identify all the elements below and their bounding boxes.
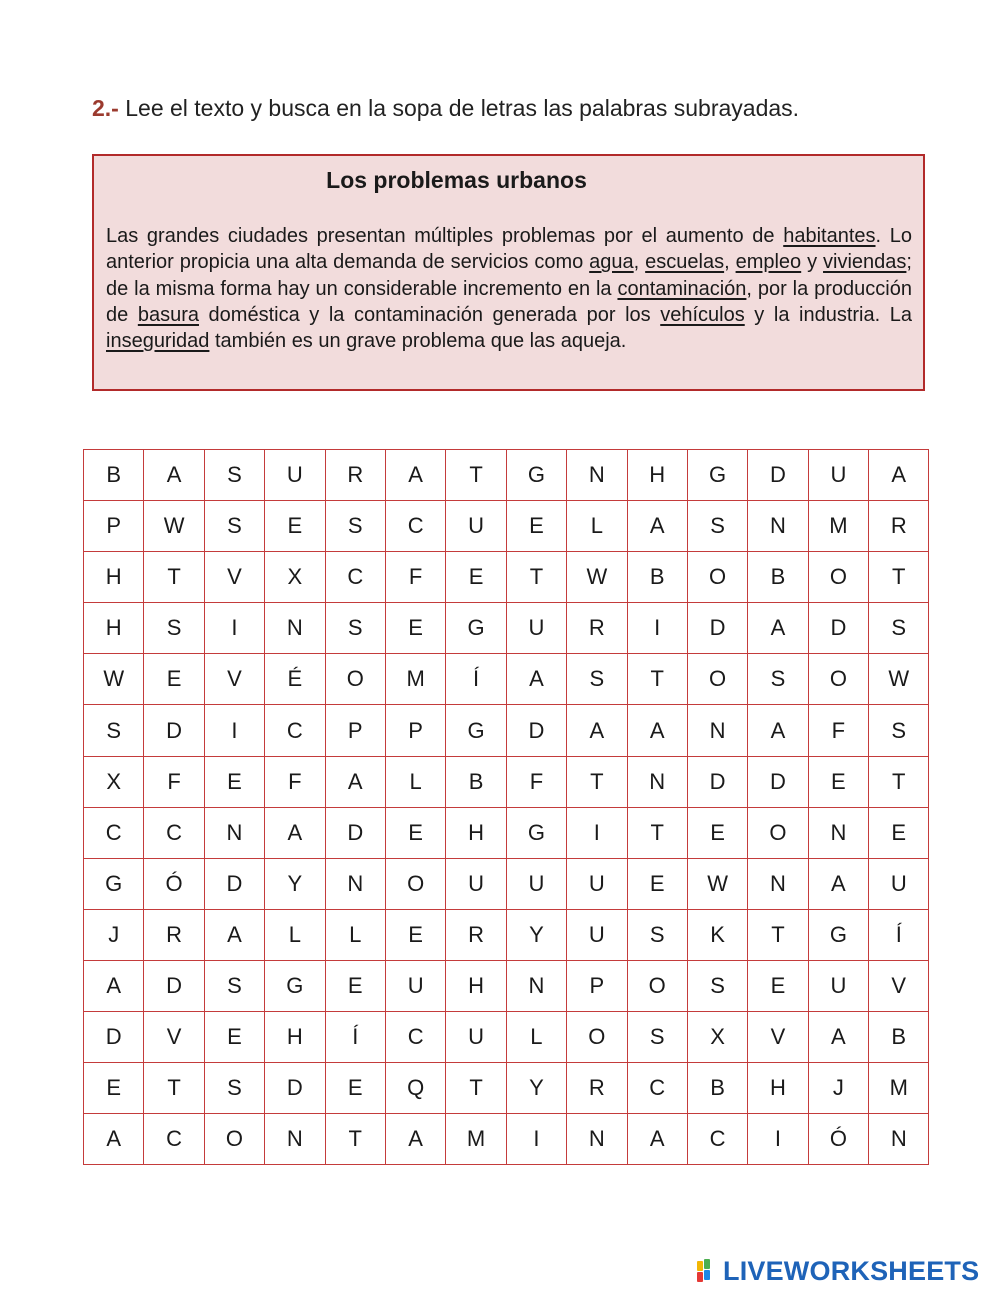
grid-row: [84, 501, 929, 552]
grid-letter-cell[interactable]: T: [567, 756, 627, 807]
grid-letter-cell[interactable]: B: [687, 1063, 747, 1114]
grid-letter-cell[interactable]: G: [687, 450, 747, 501]
grid-row: [84, 654, 929, 705]
grid-letter-cell[interactable]: G: [446, 705, 506, 756]
paragraph-text: Las grandes ciudades presentan múltiples problemas por el aumento de: [106, 225, 784, 247]
grid-letter-cell[interactable]: B: [446, 756, 506, 807]
grid-letter-cell[interactable]: G: [808, 909, 868, 960]
grid-letter-cell[interactable]: A: [265, 807, 325, 858]
grid-letter-cell[interactable]: D: [748, 756, 808, 807]
instruction: [92, 92, 952, 124]
grid-letter-cell[interactable]: F: [144, 756, 204, 807]
grid-letter-cell[interactable]: E: [385, 603, 445, 654]
paragraph-text: ,: [633, 251, 646, 274]
paragraph-text: . Lo anterior propicia una alta demanda de servicios como: [106, 225, 913, 274]
grid-row: [84, 909, 929, 960]
grid-letter-cell[interactable]: Y: [506, 1063, 566, 1114]
grid-letter-cell[interactable]: H: [265, 1012, 325, 1063]
grid-letter-cell[interactable]: Í: [325, 1012, 385, 1063]
grid-letter-cell[interactable]: I: [506, 1114, 566, 1165]
grid-letter-cell[interactable]: C: [325, 552, 385, 603]
grid-letter-cell[interactable]: C: [385, 1012, 445, 1063]
grid-letter-cell[interactable]: V: [204, 552, 264, 603]
grid-letter-cell[interactable]: A: [808, 858, 868, 909]
grid-letter-cell[interactable]: T: [144, 1063, 204, 1114]
grid-row: [84, 552, 929, 603]
grid-letter-cell[interactable]: H: [446, 807, 506, 858]
grid-letter-cell[interactable]: E: [869, 807, 929, 858]
grid-letter-cell[interactable]: U: [869, 858, 929, 909]
reading-paragraph: [106, 223, 912, 354]
grid-letter-cell[interactable]: B: [84, 450, 144, 501]
grid-letter-cell[interactable]: S: [748, 654, 808, 705]
grid-letter-cell[interactable]: C: [385, 501, 445, 552]
grid-row: [84, 1063, 929, 1114]
grid-letter-cell[interactable]: E: [325, 960, 385, 1011]
grid-letter-cell[interactable]: W: [567, 552, 627, 603]
grid-letter-cell[interactable]: A: [869, 450, 929, 501]
grid-letter-cell[interactable]: M: [808, 501, 868, 552]
grid-letter-cell[interactable]: N: [265, 1114, 325, 1165]
grid-letter-cell[interactable]: A: [144, 450, 204, 501]
grid-letter-cell[interactable]: N: [687, 705, 747, 756]
grid-letter-cell[interactable]: N: [869, 1114, 929, 1165]
grid-letter-cell[interactable]: V: [204, 654, 264, 705]
grid-letter-cell[interactable]: E: [204, 1012, 264, 1063]
grid-letter-cell[interactable]: H: [84, 603, 144, 654]
grid-letter-cell[interactable]: T: [144, 552, 204, 603]
grid-letter-cell[interactable]: S: [687, 501, 747, 552]
paragraph-text: también es un grave problema que las aqueja.: [209, 330, 627, 353]
paragraph-text: y: [801, 251, 824, 274]
grid-letter-cell[interactable]: O: [204, 1114, 264, 1165]
grid-letter-cell[interactable]: U: [265, 450, 325, 501]
grid-letter-cell[interactable]: U: [808, 960, 868, 1011]
underlined-keyword: contaminación: [617, 277, 747, 300]
grid-letter-cell[interactable]: D: [84, 1012, 144, 1063]
grid-letter-cell[interactable]: P: [84, 501, 144, 552]
grid-letter-cell[interactable]: G: [84, 858, 144, 909]
grid-letter-cell[interactable]: D: [687, 756, 747, 807]
grid-letter-cell[interactable]: E: [144, 654, 204, 705]
grid-letter-cell[interactable]: E: [627, 858, 687, 909]
grid-letter-cell[interactable]: U: [446, 1012, 506, 1063]
grid-letter-cell[interactable]: S: [204, 450, 264, 501]
grid-row: [84, 1012, 929, 1063]
grid-letter-cell[interactable]: N: [748, 501, 808, 552]
grid-letter-cell[interactable]: Ó: [144, 858, 204, 909]
grid-letter-cell[interactable]: D: [144, 705, 204, 756]
grid-letter-cell[interactable]: O: [808, 552, 868, 603]
grid-letter-cell[interactable]: E: [506, 501, 566, 552]
grid-letter-cell[interactable]: S: [204, 501, 264, 552]
grid-letter-cell[interactable]: A: [385, 450, 445, 501]
grid-letter-cell[interactable]: K: [687, 909, 747, 960]
grid-letter-cell[interactable]: I: [204, 603, 264, 654]
grid-letter-cell[interactable]: L: [506, 1012, 566, 1063]
grid-letter-cell[interactable]: I: [567, 807, 627, 858]
grid-letter-cell[interactable]: N: [506, 960, 566, 1011]
grid-letter-cell[interactable]: V: [144, 1012, 204, 1063]
grid-letter-cell[interactable]: O: [687, 654, 747, 705]
grid-letter-cell[interactable]: N: [204, 807, 264, 858]
grid-letter-cell[interactable]: U: [808, 450, 868, 501]
grid-letter-cell[interactable]: E: [325, 1063, 385, 1114]
grid-letter-cell[interactable]: G: [506, 807, 566, 858]
grid-letter-cell[interactable]: R: [325, 450, 385, 501]
grid-letter-cell[interactable]: O: [385, 858, 445, 909]
grid-letter-cell[interactable]: S: [204, 960, 264, 1011]
grid-letter-cell[interactable]: D: [265, 1063, 325, 1114]
grid-letter-cell[interactable]: G: [506, 450, 566, 501]
grid-letter-cell[interactable]: T: [869, 756, 929, 807]
grid-letter-cell[interactable]: D: [748, 450, 808, 501]
grid-letter-cell[interactable]: P: [325, 705, 385, 756]
grid-letter-cell[interactable]: M: [869, 1063, 929, 1114]
grid-letter-cell[interactable]: N: [567, 450, 627, 501]
grid-letter-cell[interactable]: W: [84, 654, 144, 705]
grid-letter-cell[interactable]: E: [687, 807, 747, 858]
grid-letter-cell[interactable]: Í: [446, 654, 506, 705]
grid-letter-cell[interactable]: F: [808, 705, 868, 756]
grid-letter-cell[interactable]: S: [144, 603, 204, 654]
grid-letter-cell[interactable]: S: [325, 501, 385, 552]
paragraph-text: ,: [724, 251, 736, 274]
grid-row: [84, 705, 929, 756]
grid-letter-cell[interactable]: E: [748, 960, 808, 1011]
grid-letter-cell[interactable]: V: [748, 1012, 808, 1063]
paragraph-text: ; de la misma forma hay un considerable incremento en la: [106, 251, 912, 300]
grid-letter-cell[interactable]: H: [627, 450, 687, 501]
underlined-keyword: inseguridad: [106, 330, 210, 353]
reading-title: Los problemas urbanos: [326, 167, 587, 193]
grid-letter-cell[interactable]: N: [325, 858, 385, 909]
grid-letter-cell[interactable]: S: [567, 654, 627, 705]
underlined-keyword: vehículos: [660, 303, 745, 326]
grid-letter-cell[interactable]: M: [385, 654, 445, 705]
grid-row: [84, 1114, 929, 1165]
grid-letter-cell[interactable]: U: [446, 501, 506, 552]
grid-letter-cell[interactable]: V: [869, 960, 929, 1011]
grid-letter-cell[interactable]: R: [144, 909, 204, 960]
grid-letter-cell[interactable]: T: [506, 552, 566, 603]
grid-row: [84, 603, 929, 654]
grid-letter-cell[interactable]: L: [385, 756, 445, 807]
grid-letter-cell[interactable]: R: [446, 909, 506, 960]
grid-letter-cell[interactable]: F: [385, 552, 445, 603]
paragraph-text: y la industria. La: [744, 303, 912, 326]
grid-letter-cell[interactable]: A: [627, 1114, 687, 1165]
grid-letter-cell[interactable]: N: [265, 603, 325, 654]
grid-row: [84, 756, 929, 807]
grid-letter-cell[interactable]: D: [325, 807, 385, 858]
grid-letter-cell[interactable]: X: [265, 552, 325, 603]
grid-letter-cell[interactable]: P: [385, 705, 445, 756]
grid-letter-cell[interactable]: G: [265, 960, 325, 1011]
grid-letter-cell[interactable]: A: [748, 603, 808, 654]
grid-letter-cell[interactable]: X: [687, 1012, 747, 1063]
grid-letter-cell[interactable]: C: [265, 705, 325, 756]
grid-letter-cell[interactable]: W: [687, 858, 747, 909]
liveworksheets-brand: LIVEWORKSHEETS: [723, 1255, 980, 1286]
grid-letter-cell[interactable]: Q: [385, 1063, 445, 1114]
grid-letter-cell[interactable]: A: [84, 1114, 144, 1165]
grid-letter-cell[interactable]: N: [567, 1114, 627, 1165]
grid-letter-cell[interactable]: A: [204, 909, 264, 960]
underlined-keyword: empleo: [735, 251, 802, 274]
grid-letter-cell[interactable]: H: [446, 960, 506, 1011]
grid-letter-cell[interactable]: G: [446, 603, 506, 654]
grid-letter-cell[interactable]: Y: [265, 858, 325, 909]
grid-letter-cell[interactable]: B: [869, 1012, 929, 1063]
grid-letter-cell[interactable]: E: [385, 807, 445, 858]
liveworksheets-logo: [697, 1254, 979, 1288]
grid-letter-cell[interactable]: S: [687, 960, 747, 1011]
grid-letter-cell[interactable]: C: [144, 1114, 204, 1165]
grid-letter-cell[interactable]: W: [869, 654, 929, 705]
grid-letter-cell[interactable]: A: [506, 654, 566, 705]
grid-letter-cell[interactable]: D: [204, 858, 264, 909]
grid-letter-cell[interactable]: I: [204, 705, 264, 756]
grid-letter-cell[interactable]: E: [446, 552, 506, 603]
grid-letter-cell[interactable]: O: [808, 654, 868, 705]
liveworksheets-logo-icon: [697, 1259, 721, 1283]
grid-letter-cell[interactable]: T: [869, 552, 929, 603]
paragraph-text: doméstica y la contaminación generada por los: [198, 303, 661, 326]
grid-letter-cell[interactable]: U: [446, 858, 506, 909]
grid-letter-cell[interactable]: A: [325, 756, 385, 807]
grid-letter-cell[interactable]: Y: [506, 909, 566, 960]
grid-letter-cell[interactable]: O: [687, 552, 747, 603]
grid-letter-cell[interactable]: O: [325, 654, 385, 705]
grid-letter-cell[interactable]: T: [446, 450, 506, 501]
grid-letter-cell[interactable]: E: [265, 501, 325, 552]
grid-letter-cell[interactable]: U: [506, 858, 566, 909]
grid-letter-cell[interactable]: Í: [869, 909, 929, 960]
underlined-keyword: escuelas: [645, 251, 725, 274]
word-search-grid: [83, 449, 929, 1165]
grid-letter-cell[interactable]: A: [627, 501, 687, 552]
grid-letter-cell[interactable]: C: [687, 1114, 747, 1165]
grid-letter-cell[interactable]: M: [446, 1114, 506, 1165]
grid-letter-cell[interactable]: J: [84, 909, 144, 960]
grid-letter-cell[interactable]: É: [265, 654, 325, 705]
grid-letter-cell[interactable]: A: [808, 1012, 868, 1063]
underlined-keyword: agua: [589, 251, 634, 274]
grid-letter-cell[interactable]: F: [506, 756, 566, 807]
grid-letter-cell[interactable]: L: [265, 909, 325, 960]
grid-letter-cell[interactable]: E: [84, 1063, 144, 1114]
grid-letter-cell[interactable]: B: [748, 552, 808, 603]
grid-letter-cell[interactable]: I: [627, 603, 687, 654]
grid-letter-cell[interactable]: U: [506, 603, 566, 654]
grid-letter-cell[interactable]: P: [567, 960, 627, 1011]
grid-row: [84, 858, 929, 909]
grid-row: [84, 450, 929, 501]
grid-letter-cell[interactable]: D: [808, 603, 868, 654]
underlined-keyword: viviendas: [823, 251, 907, 274]
grid-letter-cell[interactable]: T: [748, 909, 808, 960]
grid-letter-cell[interactable]: W: [144, 501, 204, 552]
grid-letter-cell[interactable]: C: [144, 807, 204, 858]
grid-letter-cell[interactable]: S: [869, 705, 929, 756]
underlined-keyword: habitantes: [783, 225, 876, 247]
grid-letter-cell[interactable]: T: [325, 1114, 385, 1165]
grid-letter-cell[interactable]: J: [808, 1063, 868, 1114]
grid-letter-cell[interactable]: D: [506, 705, 566, 756]
grid-letter-cell[interactable]: N: [627, 756, 687, 807]
paragraph-text: , por la producción de: [106, 277, 912, 326]
grid-letter-cell[interactable]: S: [204, 1063, 264, 1114]
grid-row: [84, 960, 929, 1011]
grid-letter-cell[interactable]: A: [748, 705, 808, 756]
grid-letter-cell[interactable]: F: [265, 756, 325, 807]
grid-letter-cell[interactable]: A: [385, 1114, 445, 1165]
grid-letter-cell[interactable]: C: [627, 1063, 687, 1114]
instruction-text: Lee el texto y busca en la sopa de letras las palabras subrayadas.: [125, 95, 800, 121]
grid-letter-cell[interactable]: S: [627, 1012, 687, 1063]
grid-letter-cell[interactable]: H: [748, 1063, 808, 1114]
grid-letter-cell[interactable]: L: [567, 501, 627, 552]
grid-letter-cell[interactable]: S: [325, 603, 385, 654]
grid-letter-cell[interactable]: O: [748, 807, 808, 858]
grid-letter-cell[interactable]: R: [567, 1063, 627, 1114]
grid-letter-cell[interactable]: E: [808, 756, 868, 807]
grid-letter-cell[interactable]: Ó: [808, 1114, 868, 1165]
grid-letter-cell[interactable]: T: [627, 807, 687, 858]
grid-letter-cell[interactable]: U: [385, 960, 445, 1011]
reading-box: [92, 154, 925, 391]
grid-letter-cell[interactable]: S: [84, 705, 144, 756]
grid-letter-cell[interactable]: A: [567, 705, 627, 756]
grid-letter-cell[interactable]: L: [325, 909, 385, 960]
grid-letter-cell[interactable]: D: [687, 603, 747, 654]
instruction-number: 2.-: [92, 95, 119, 121]
grid-letter-cell[interactable]: H: [84, 552, 144, 603]
grid-letter-cell[interactable]: T: [446, 1063, 506, 1114]
grid-letter-cell[interactable]: U: [567, 858, 627, 909]
grid-letter-cell[interactable]: N: [748, 858, 808, 909]
grid-letter-cell[interactable]: N: [808, 807, 868, 858]
grid-row: [84, 807, 929, 858]
grid-letter-cell[interactable]: I: [748, 1114, 808, 1165]
grid-letter-cell[interactable]: T: [627, 654, 687, 705]
grid-letter-cell[interactable]: E: [204, 756, 264, 807]
grid-letter-cell[interactable]: X: [84, 756, 144, 807]
grid-letter-cell[interactable]: D: [144, 960, 204, 1011]
grid-letter-cell[interactable]: A: [84, 960, 144, 1011]
grid-letter-cell[interactable]: S: [627, 909, 687, 960]
grid-letter-cell[interactable]: E: [385, 909, 445, 960]
grid-letter-cell[interactable]: R: [567, 603, 627, 654]
grid-letter-cell[interactable]: S: [869, 603, 929, 654]
grid-letter-cell[interactable]: B: [627, 552, 687, 603]
grid-letter-cell[interactable]: A: [627, 705, 687, 756]
grid-letter-cell[interactable]: O: [567, 1012, 627, 1063]
underlined-keyword: basura: [137, 303, 199, 326]
grid-letter-cell[interactable]: U: [567, 909, 627, 960]
grid-letter-cell[interactable]: R: [869, 501, 929, 552]
grid-letter-cell[interactable]: O: [627, 960, 687, 1011]
grid-letter-cell[interactable]: C: [84, 807, 144, 858]
